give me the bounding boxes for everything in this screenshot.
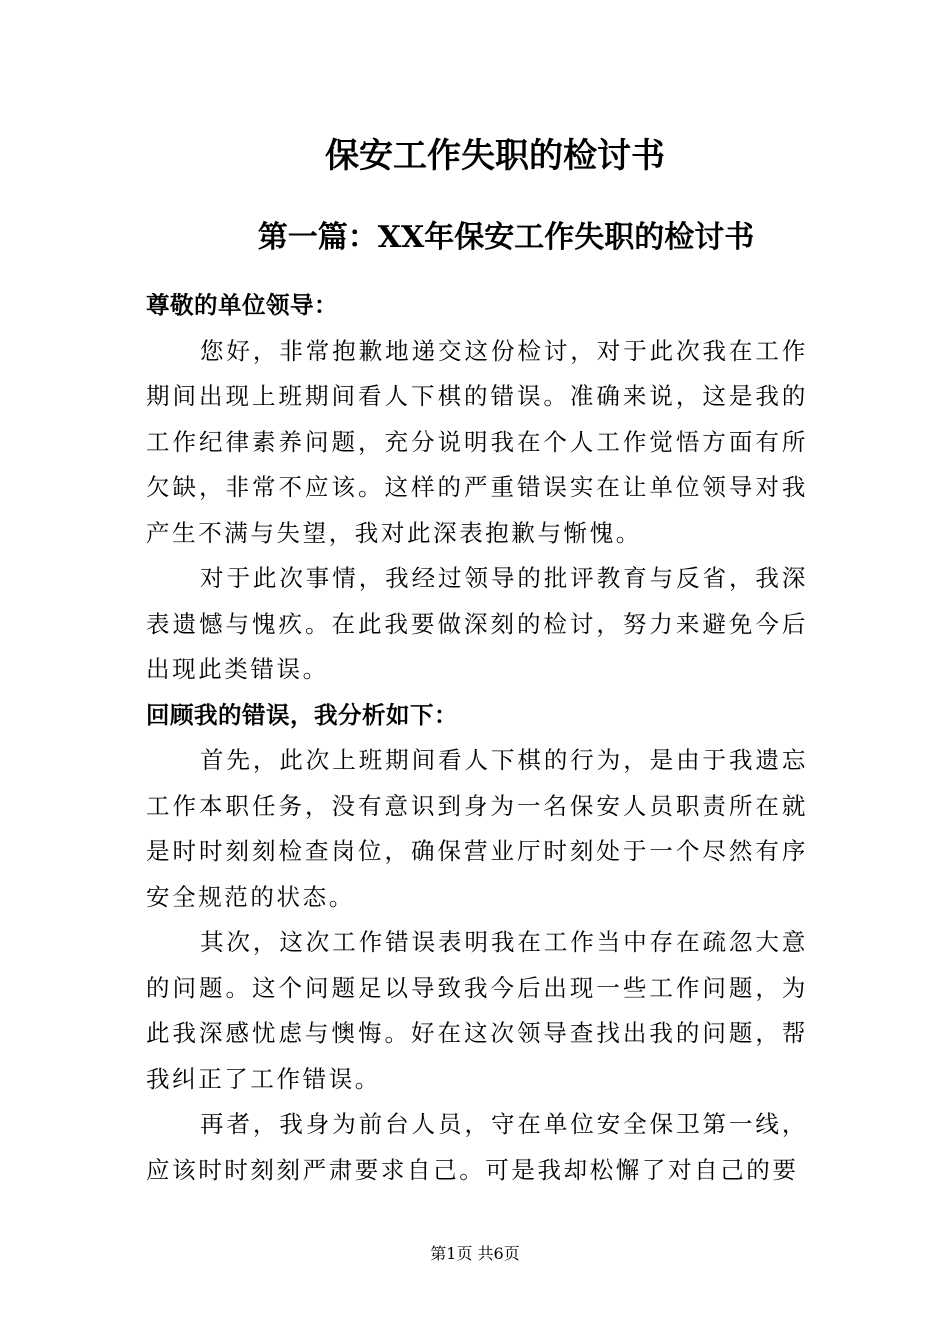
paragraph: 您好，非常抱歉地递交这份检讨，对于此次我在工作期间出现上班期间看人下棋的错误。准确来说，这是我的工作纪律素养问题，充分说明我在个人工作觉悟方面有所欠缺，非常不应该。这样的严重错误实在让单位领导对我产生不满与失望，我对此深表抱歉与惭愧。	[146, 336, 808, 547]
paragraph: 对于此次事情，我经过领导的批评教育与反省，我深表遗憾与愧疚。在此我要做深刻的检讨，努力来避免今后出现此类错误。	[146, 564, 808, 683]
analysis-paragraph: 首先，此次上班期间看人下棋的行为，是由于我遗忘工作本职任务，没有意识到身为一名保安人员职责所在就是时时刻刻检查岗位，确保营业厅时刻处于一个尽然有序安全规范的状态。	[146, 746, 808, 911]
page-number: 第1页 共6页	[430, 1244, 520, 1263]
salutation: 尊敬的单位领导：	[146, 291, 338, 319]
document-body	[146, 283, 808, 1193]
analysis-paragraph: 其次，这次工作错误表明我在工作当中存在疏忽大意的问题。这个问题足以导致我今后出现一些工作问题，为此我深感忧虑与懊悔。好在这次领导查找出我的问题，帮我纠正了工作错误。	[146, 928, 808, 1093]
analysis-paragraph: 再者，我身为前台人员，守在单位安全保卫第一线，应该时时刻刻严肃要求自己。可是我却松懈了对自己的要	[146, 1110, 808, 1184]
document-subtitle: 第一篇：XX年保安工作失职的检讨书	[257, 220, 755, 255]
document-title: 保安工作失职的检讨书	[325, 136, 665, 176]
section-heading: 回顾我的错误，我分析如下：	[146, 700, 458, 729]
